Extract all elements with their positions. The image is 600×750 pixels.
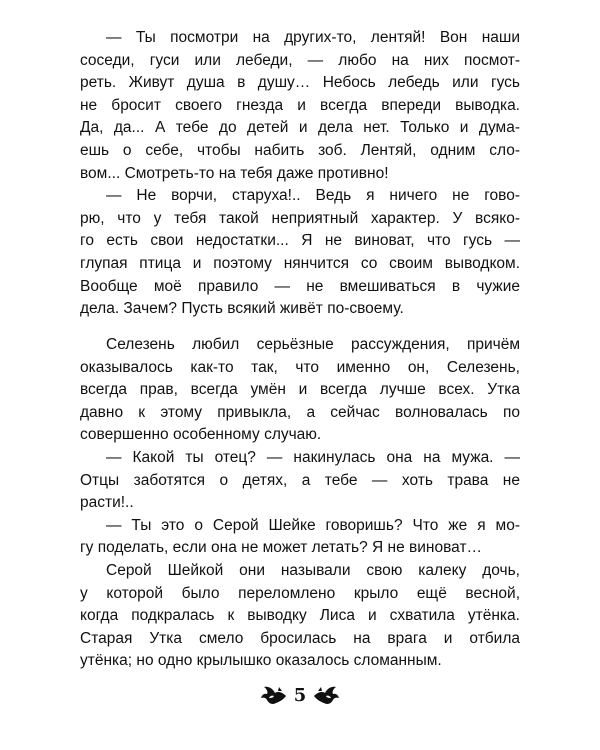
text-line: — Не ворчи, старуха!.. Ведь я ничего не гово- bbox=[106, 187, 520, 205]
text-line: расти!.. bbox=[80, 494, 134, 512]
text-line: реть. Живут душа в душу… Небось лебедь или гусь bbox=[80, 74, 520, 92]
text-line: глупая птица и поэтому нянчится со своим выводком. bbox=[80, 254, 520, 272]
text-line: не бросит своего гнезда и всегда впереди выводка. bbox=[80, 96, 520, 114]
text-line: Селезень любил серьёзные рассуждения, причём bbox=[106, 336, 520, 353]
text-line: — Ты посмотри на других-то, лентяй! Вон наши bbox=[106, 29, 520, 46]
text-line: дела. Зачем? Пусть всякий живёт по-своему. bbox=[80, 300, 404, 318]
text-line: Серой Шейкой они называли свою калеку дочь, bbox=[106, 561, 520, 579]
text-line: го есть свои недостатки... Я не виноват, что гусь — bbox=[80, 232, 520, 250]
text-line: всегда прав, всегда умён и всегда лучше всех. Утка bbox=[80, 381, 520, 399]
text-line: — Ты это о Серой Шейке говоришь? Что же я мо- bbox=[106, 516, 520, 534]
text-line: Вообще моё правило — не вмешиваться в чужие bbox=[80, 277, 520, 295]
text-line: когда подкралась к выводку Лиса и схватила утёнка. bbox=[80, 607, 520, 625]
text-line: давно к этому привыкла, а сейчас волновалась по bbox=[80, 403, 520, 421]
text-line: оказывалось как-то так, что именно он, Селезень, bbox=[80, 358, 520, 376]
text-line: у которой было переломлено крыло ещё весной, bbox=[80, 584, 520, 602]
text-line: утёнка; но одно крылышко оказалось сломанным. bbox=[80, 652, 442, 670]
text-line: Отцы заботятся о детях, а тебе — хоть трава не bbox=[80, 471, 520, 489]
ornament-right-icon bbox=[312, 683, 340, 709]
text-line: Старая Утка смело бросилась на врага и отбила bbox=[80, 629, 520, 647]
text-block-narrative bbox=[80, 334, 520, 673]
text-line: — Какой ты отец? — накинулась она на мужа. — bbox=[106, 448, 520, 466]
text-line: совершенно особенному случаю. bbox=[80, 426, 322, 444]
text-line: ешь о себе, чтобы набить зоб. Лентяй, одним сло- bbox=[80, 141, 520, 159]
text-line: Да, да... А тебе до детей и дела нет. Только и дума- bbox=[80, 119, 520, 137]
text-line: гу поделать, если она не может летать? Я не виноват… bbox=[80, 539, 483, 557]
ornament-left-icon bbox=[260, 683, 288, 709]
text-line: соседи, гуси или лебеди, — любо на них посмот- bbox=[80, 51, 520, 69]
text-line: вом... Смотреть-то на тебя даже противно! bbox=[80, 164, 389, 182]
text-line: рю, что у тебя такой неприятный характер. У всяко- bbox=[80, 209, 520, 227]
page-number: 5 bbox=[293, 685, 307, 706]
text-block-dialogue bbox=[80, 27, 520, 321]
page-footer bbox=[0, 681, 600, 711]
